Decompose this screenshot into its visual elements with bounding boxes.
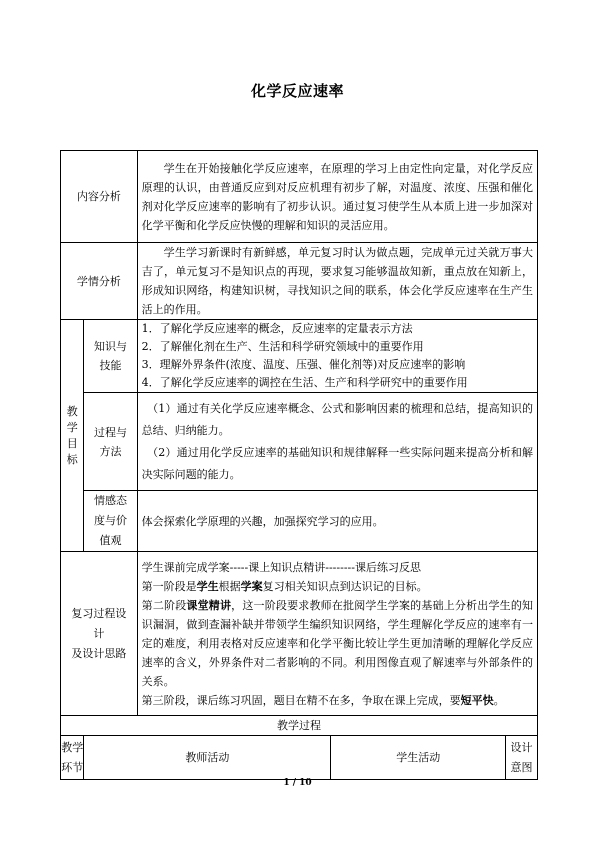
list-item: 2．了解催化剂在生产、生活和科学研究领域中的重要作用 (141, 340, 424, 353)
goals-char: 教 (66, 404, 78, 418)
list-item: 3．理解外界条件(浓度、温度、压强、催化剂等)对反应速率的影响 (141, 358, 466, 371)
column-header-row (61, 736, 538, 780)
student-activity-header: 学生活动 (331, 736, 506, 780)
process-header-row (61, 716, 538, 736)
phase-header (61, 736, 84, 780)
content-analysis-row (61, 151, 538, 243)
page-number: 1 / 10 (283, 778, 312, 788)
process-method-row (61, 393, 538, 491)
teacher-activity-header: 教师活动 (84, 736, 331, 780)
content-analysis-label: 内容分析 (61, 151, 138, 243)
knowledge-label: 知识与技能 (84, 320, 137, 393)
emotion-label (84, 491, 137, 552)
teaching-goals-label (61, 320, 84, 552)
emotion-label-line: 情感态 (94, 494, 128, 507)
knowledge-list (137, 320, 537, 393)
design-label-line: 复习过程设 (71, 606, 127, 620)
emotion-text: 体会探索化学原理的兴趣，加强探究学习的应用。 (137, 491, 537, 552)
list-item: （2）通过用化学反应速率的基础知识和规律解释一些实际问题来提高分析和解决实际问题的能力。 (141, 445, 533, 481)
design-stage-1: 第一阶段是学生根据学案复习相关知识点到达识记的目标。 (141, 579, 428, 593)
design-label-line: 计 (93, 626, 105, 640)
knowledge-row (61, 320, 538, 393)
design-intent-line: 设计 (510, 740, 533, 754)
document-title: 化学反应速率 (250, 82, 344, 100)
goals-char: 目 (66, 436, 78, 450)
design-line-1: 学生课前完成学案-----课上知识点精讲--------课后练习反思 (141, 560, 421, 574)
content-analysis-text: 学生在开始接触化学反应速率，在原理的学习上由定性向定量，对化学反应原理的认识，由普通反应到对反应机理有初步了解，对温度、浓度、压强和催化剂对化学反应速率的影响有了初步认识。通过复习使学生从本质上进一步加深对化学平衡和化学反应快慢的理解和知识的灵活应用。 (137, 151, 537, 243)
student-analysis-text: 学生学习新课时有新鲜感，单元复习时认为做点题，完成单元过关就万事大吉了，单元复习不是知识点的再现，要求复习能够温故知新，重点放在知新上，形成知识网络，构建知识树，寻找知识之间的联系，体会化学反应速率在生产生活上的作用。 (137, 243, 537, 320)
phase-header-line: 教学 (61, 740, 84, 754)
process-method-list (137, 393, 537, 491)
design-stage-2: 第二阶段课堂精讲，这一阶段要求教师在批阅学生学案的基础上分析出学生的知识漏洞，做到查漏补缺并带领学生编织知识网络，学生理解化学反应的速率有一定的难度，利用表格对反应速率和化学平衡比较让学生更加清晰的理解化学反应速率的含义，外界条件对二者影响的不同。利用图像直观了解速率与外部条件的关系。 (141, 598, 534, 688)
design-row (61, 552, 538, 716)
process-method-label: 过程与方法 (84, 393, 137, 491)
design-label (61, 552, 138, 716)
goals-char: 标 (66, 452, 78, 466)
design-stage-3: 第三阶段，课后练习巩固，题目在精不在多，争取在课上完成，要短平快。 (141, 693, 505, 707)
design-intent-header (506, 736, 538, 780)
design-text (137, 552, 537, 716)
emotion-row (61, 491, 538, 552)
student-analysis-row (61, 243, 538, 320)
process-header: 教学过程 (61, 716, 538, 736)
design-label-line: 及设计思路 (71, 646, 127, 660)
emotion-label-line: 度与价 (94, 514, 128, 527)
student-analysis-label: 学情分析 (61, 243, 138, 320)
design-intent-line: 意图 (510, 760, 533, 774)
list-item: 4．了解化学反应速率的调控在生活、生产和科学研究中的重要作用 (141, 376, 468, 389)
list-item: （1）通过有关化学反应速率概念、公式和影响因素的梳理和总结，提高知识的总结、归纳能力。 (141, 401, 533, 437)
phase-header-line: 环节 (61, 760, 84, 774)
emotion-label-line: 值观 (99, 534, 122, 547)
list-item: 1．了解化学反应速率的概念，反应速率的定量表示方法 (141, 322, 413, 335)
goals-char: 学 (66, 420, 78, 434)
lesson-plan-table (60, 150, 538, 780)
